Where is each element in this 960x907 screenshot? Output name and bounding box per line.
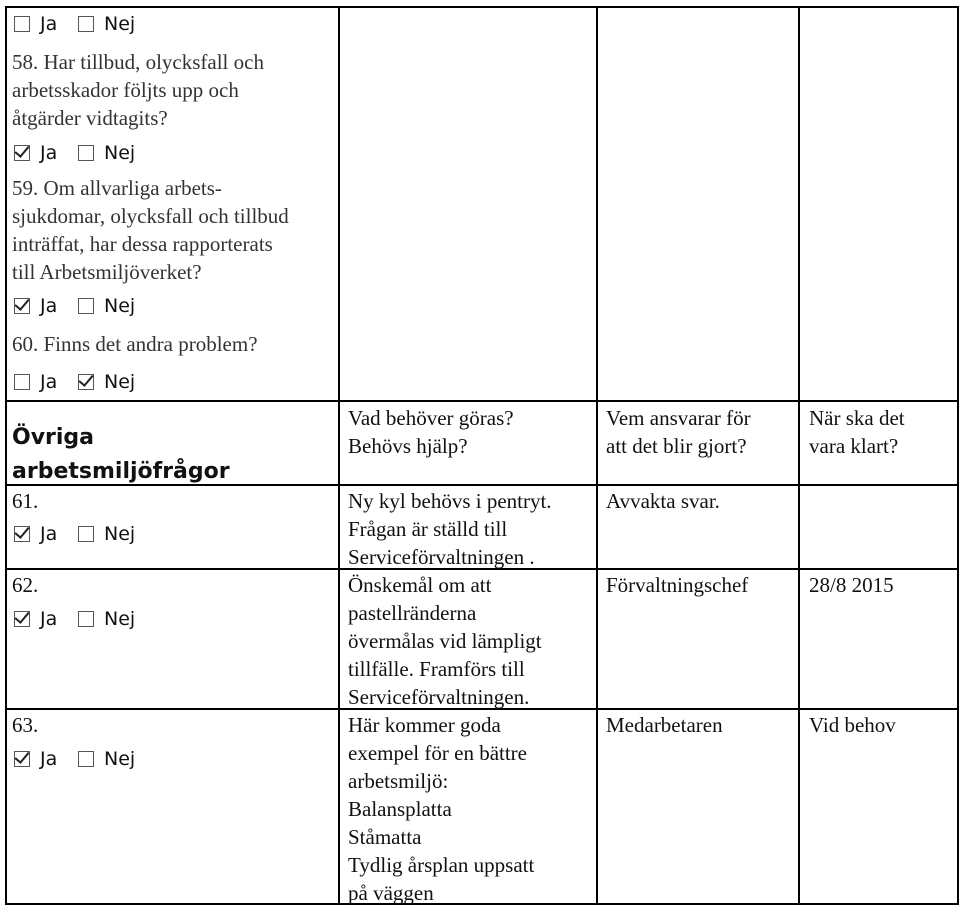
- checkbox-row-59: [14, 293, 135, 319]
- checkbox-nej-label: Nej: [104, 371, 136, 393]
- checkbox-nej-label: Nej: [104, 142, 136, 164]
- checkbox-ja[interactable]: [14, 526, 30, 542]
- row-63-action: Här kommer goda exempel för en bättre arbetsmiljö: Balansplatta Ståmatta Tydlig årsplan uppsatt på väggen: [348, 713, 535, 905]
- column-header-action: Vad behöver göras? Behövs hjälp?: [348, 406, 514, 458]
- checkbox-ja-label: Ja: [40, 748, 58, 770]
- row-62-deadline: 28/8 2015: [809, 573, 894, 597]
- checkbox-nej-label: Nej: [104, 13, 136, 35]
- question-60: 60. Finns det andra problem?: [12, 332, 258, 356]
- checkbox-row-61: [14, 521, 135, 547]
- row-63-deadline: Vid behov: [809, 713, 896, 737]
- column-header-responsible: Vem ansvarar för att det blir gjort?: [606, 406, 751, 458]
- checkbox-ja[interactable]: [14, 374, 30, 390]
- checkbox-nej[interactable]: [78, 526, 94, 542]
- checkbox-ja[interactable]: [14, 751, 30, 767]
- table-border-right: [957, 6, 959, 905]
- checkbox-row-0: [14, 11, 135, 37]
- checkbox-nej-label: Nej: [104, 523, 136, 545]
- row-62-responsible: Förvaltningschef: [606, 573, 749, 597]
- table-border-top: [5, 6, 958, 8]
- table-border-col1: [338, 6, 340, 905]
- checkbox-ja-label: Ja: [40, 523, 58, 545]
- checkbox-row-62: [14, 606, 135, 632]
- row-61-responsible: Avvakta svar.: [606, 489, 720, 513]
- checkbox-nej[interactable]: [78, 611, 94, 627]
- checkbox-ja[interactable]: [14, 16, 30, 32]
- checkbox-row-58: [14, 140, 135, 166]
- section-title: Övriga arbetsmiljöfrågor: [12, 425, 230, 484]
- table-border-row-header: [5, 400, 958, 402]
- column-header-deadline: När ska det vara klart?: [809, 406, 905, 458]
- checkbox-ja-label: Ja: [40, 295, 58, 317]
- checkbox-nej[interactable]: [78, 145, 94, 161]
- row-61-action: Ny kyl behövs i pentryt. Frågan är ställd till Serviceförvaltningen .: [348, 489, 552, 569]
- checkbox-nej[interactable]: [78, 298, 94, 314]
- checkbox-nej[interactable]: [78, 16, 94, 32]
- checkbox-ja-label: Ja: [40, 371, 58, 393]
- checkbox-nej[interactable]: [78, 751, 94, 767]
- checkbox-nej[interactable]: [78, 374, 94, 390]
- row-61-number: 61.: [12, 489, 39, 513]
- checkbox-ja[interactable]: [14, 611, 30, 627]
- row-63-responsible: Medarbetaren: [606, 713, 723, 737]
- checkbox-ja-label: Ja: [40, 13, 58, 35]
- checkbox-nej-label: Nej: [104, 608, 136, 630]
- checkbox-nej-label: Nej: [104, 748, 136, 770]
- row-62-number: 62.: [12, 573, 39, 597]
- table-border-left: [5, 6, 7, 905]
- checkbox-row-60: [14, 369, 135, 395]
- question-58: 58. Har tillbud, olycksfall och arbetsskador följts upp och åtgärder vidtagits?: [12, 50, 264, 130]
- checkbox-row-63: [14, 746, 135, 772]
- question-59: 59. Om allvarliga arbets- sjukdomar, olycksfall och tillbud inträffat, har dessa rapporterats till Arbetsmiljöverket?: [12, 176, 289, 284]
- row-63-number: 63.: [12, 713, 39, 737]
- checkbox-ja-label: Ja: [40, 142, 58, 164]
- checkbox-ja-label: Ja: [40, 608, 58, 630]
- table-border-col3: [798, 6, 800, 905]
- table-border-col2: [596, 6, 598, 905]
- checkbox-ja[interactable]: [14, 298, 30, 314]
- checkbox-ja[interactable]: [14, 145, 30, 161]
- checkbox-nej-label: Nej: [104, 295, 136, 317]
- row-62-action: Önskemål om att pastellränderna övermålas vid lämpligt tillfälle. Framförs till Serviceförvaltningen.: [348, 573, 542, 709]
